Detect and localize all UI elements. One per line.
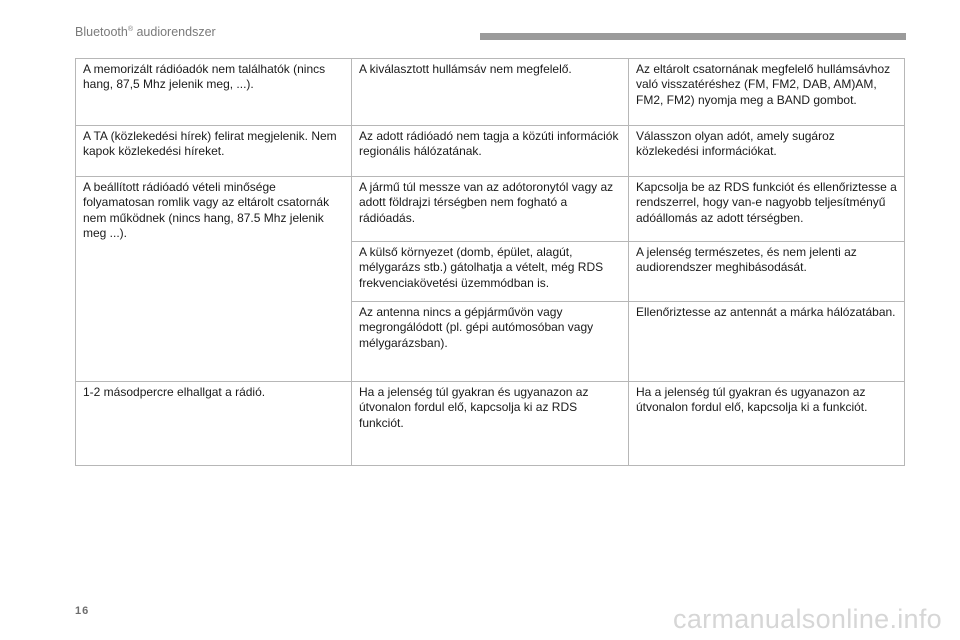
cause-cell: Az adott rádióadó nem tagja a közúti információk regionális hálózatának. <box>352 126 629 177</box>
cause-cell: Az antenna nincs a gépjárművön vagy megrongálódott (pl. gépi autómosóban vagy mélygarázsban). <box>352 302 629 382</box>
solution-cell: Ellenőriztesse az antennát a márka hálózatában. <box>629 302 905 382</box>
cause-cell: A külső környezet (domb, épület, alagút, mélygarázs stb.) gátolhatja a vételt, még RDS frekvenciakövetési üzemmódban is. <box>352 242 629 302</box>
header-divider-bar <box>480 33 906 40</box>
problem-cell: A memorizált rádióadók nem találhatók (nincs hang, 87,5 Mhz jelenik meg, ...). <box>76 59 352 126</box>
registered-mark: ® <box>127 25 133 33</box>
header-title-main: Bluetooth <box>75 25 128 39</box>
problem-cell: 1-2 másodpercre elhallgat a rádió. <box>76 382 352 466</box>
table-row <box>76 59 905 126</box>
solution-cell: Kapcsolja be az RDS funkciót és ellenőriztesse a rendszerrel, hogy van-e nagyobb teljesítményű adóállomás az adott térségben. <box>629 177 905 242</box>
solution-cell: Válasszon olyan adót, amely sugároz közlekedési információkat. <box>629 126 905 177</box>
troubleshooting-table <box>75 58 905 466</box>
cause-cell: A kiválasztott hullámsáv nem megfelelő. <box>352 59 629 126</box>
table-row <box>76 126 905 177</box>
page-header-title <box>75 25 216 39</box>
table-row <box>76 382 905 466</box>
table-row <box>76 177 905 242</box>
page-number: 16 <box>75 605 90 617</box>
cause-cell: A jármű túl messze van az adótoronytól vagy az adott földrajzi térségben nem fogható a rádióadás. <box>352 177 629 242</box>
cause-cell: Ha a jelenség túl gyakran és ugyanazon az útvonalon fordul elő, kapcsolja ki az RDS funkciót. <box>352 382 629 466</box>
solution-cell: Ha a jelenség túl gyakran és ugyanazon az útvonalon fordul elő, kapcsolja ki a funkciót. <box>629 382 905 466</box>
header-title-suffix: audiorendszer <box>133 25 216 39</box>
watermark-text: carmanualsonline.info <box>673 604 942 634</box>
problem-cell: A beállított rádióadó vételi minősége folyamatosan romlik vagy az eltárolt csatornák nem működnek (nincs hang, 87.5 Mhz jelenik meg ...). <box>76 177 352 382</box>
solution-cell: A jelenség természetes, és nem jelenti az audiorendszer meghibásodását. <box>629 242 905 302</box>
problem-cell: A TA (közlekedési hírek) felirat megjelenik. Nem kapok közlekedési híreket. <box>76 126 352 177</box>
solution-cell: Az eltárolt csatornának megfelelő hullámsávhoz való visszatéréshez (FM, FM2, DAB, AM)AM, FM2, FM2) nyomja meg a BAND gombot. <box>629 59 905 126</box>
